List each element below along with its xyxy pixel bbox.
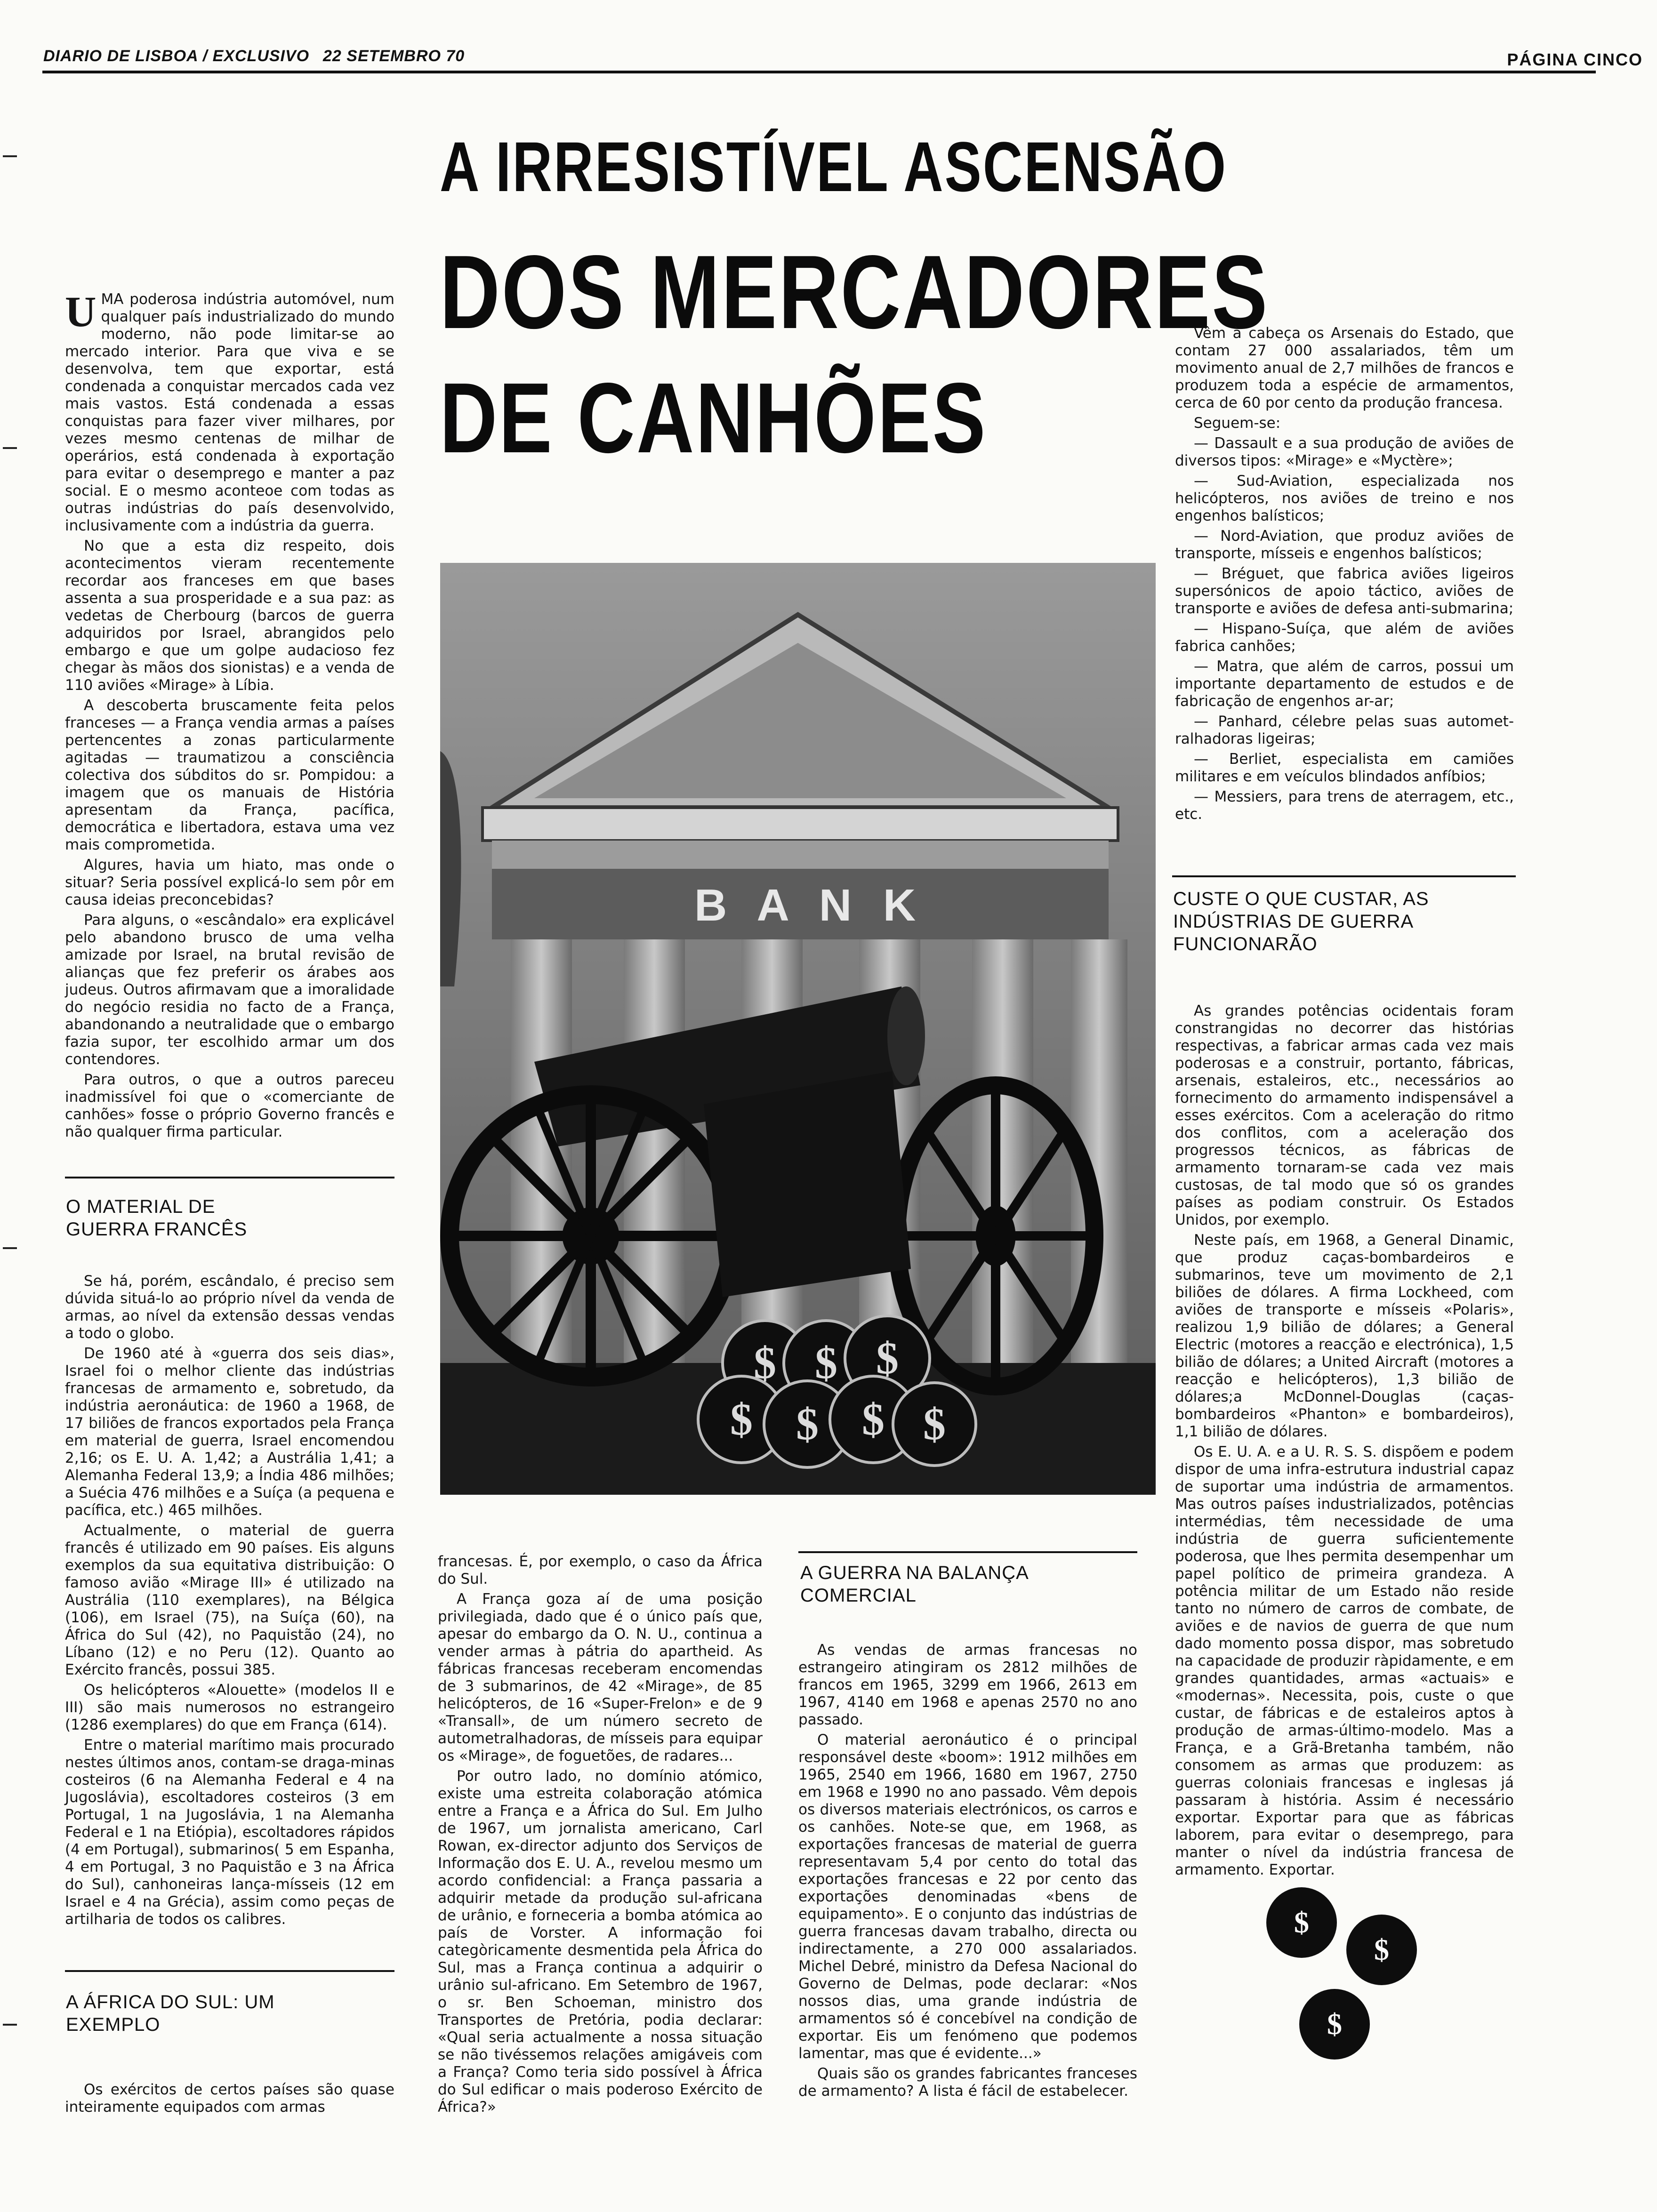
coin-dollar: $	[754, 1338, 776, 1388]
column-2	[438, 1553, 763, 2119]
paragraph: Entre o material marítimo mais procurado nestes últimos anos, contam-se draga-minas costeiros (6 na Alemanha Federal e 4 na Jugoslávia), escoltadores costeiros (3 em Portugal, 1 na Jugoslávia, 1 na Alemanha Federal e 1 na Etiópia), escoltadores rápidos (4 em Portugal), submarinos( 5 em Espanha, 4 em Portugal, 3 no Paquistão e 3 na África do Sul), canhoneiras lança-mísseis (12 em Israel e 4 na Grécia), assim como peças de artilharia de todos os calibres.	[65, 1737, 394, 1928]
paragraph: Neste país, em 1968, a General Dinamic, que produz caças-bombardeiros e submarinos, teve um movimento de 2,1 biliões de dólares. A firma Lockheed, com aviões de transporte e mísseis «Polaris», realizou 1,9 bilião de dólares; a General Electric (motores a reacção e electrónica), 1,5 bilião de dólares; a United Aircraft (motores a reacção e helicópteros), 1,3 bilião de dólares;a McDonnel-Douglas (caças-bombardeiros «Phanton» e bombardeiros), 1,1 bilião de dólares.	[1175, 1232, 1514, 1440]
dollar-coin-icon: $	[1266, 1887, 1337, 1958]
dollar-coin-icon: $	[1299, 1989, 1370, 2060]
photo-illustration	[440, 563, 1156, 1495]
paragraph: Para alguns, o «escândalo» era explicável pelo abandono brusco de uma velha amizade por Israel, na brutal revisão de alianças que fez preferir os árabes aos judeus. Outros afirmavam que a imoralidade do negócio residia no facto de a França, abandonando a neutralidade que o embargo fazia supor, ter escolhido armar um dos contendores.	[65, 912, 394, 1068]
list-item: — Nord-Aviation, que produz aviões de transporte, mísseis e engenhos balísticos;	[1175, 528, 1514, 562]
list-item: — Bréguet, que fabrica aviões ligeiros supersónicos de apoio táctico, aviões de transporte e aviões de defesa anti-submarina;	[1175, 565, 1514, 617]
margin-mark	[3, 155, 17, 157]
margin-mark	[3, 2024, 17, 2026]
paragraph: Os exércitos de certos países são quase inteiramente equipados com armas	[65, 2081, 394, 2116]
photo-bank-cannon	[440, 563, 1156, 1495]
column-1-section-2	[65, 1273, 394, 1931]
paragraph: Algures, havia um hiato, mas onde o situar? Seria possível explicá-lo sem pôr em causa ideias preconcebidas?	[65, 857, 394, 908]
publication-name: DIARIO DE LISBOA / EXCLUSIVO	[43, 47, 310, 65]
list-item: — Messiers, para trens de aterragem, etc., etc.	[1175, 788, 1514, 823]
coin-dollar: $	[815, 1338, 837, 1388]
column-1-section-3	[65, 2081, 394, 2119]
column-4-section-2	[1175, 1002, 1514, 1882]
paragraph: Seguem-se:	[1194, 415, 1281, 432]
issue-date: 22 SETEMBRO 70	[323, 47, 465, 65]
paragraph: O material aeronáutico é o principal responsável deste «boom»: 1912 milhões em 1965, 2540 em 1966, 1680 em 1967, 2750 em 1968 e 1990 no ano passado. Vêm depois os diversos materiais electrónicos, os carros e os canhões. Note-se que, em 1968, as exportações francesas de material de guerra representavam 5,4 por cento do total das exportações francesas e 22 por cento das exportações denominadas «bens de equipamento». E o conjunto das indústrias de guerra francesas davam trabalho, directa ou indirectamente, a 270 000 assalariados. Michel Debré, ministro da Defesa Nacional do Governo de Delmas, pode declarar: «Nos nossos dias, uma grande indústria de armamentos só é concebível na condição de exportar. Eis um fenómeno que podemos lamentar, mas que é evidente...»	[798, 1731, 1137, 2062]
paragraph: Actualmente, o material de guerra francês é utilizado em 90 países. Eis alguns exemplos da sua equitativa distribuição: O famoso avião «Mirage III» é utilizado na Austrália (110 exemplares), na Bélgica (106), em Israel (75), na Suíça (60), na África do Sul (42), no Paquistão (24), no Líbano (12) e no Peru (12). Quanto ao Exército francês, possui 385.	[65, 1522, 394, 1678]
lead-paragraph: UMA poderosa indústria automóvel, num qualquer país industrializado do mundo moderno, não pode limitar-se ao mercado interior. Para que viva e se desenvolva, tem que exportar, está condenada a conquistar mercados cada vez mais vastos. Está condenada a essas conquistas para fazer viver milhares, por vezes mesmo centenas de milhar de operários, está condenada à exportação para evitar o desemprego e manter a paz social. E o mesmo aconteoe com todas as outras indústrias do país desenvolvido, inclusivamente com a indústria da guerra.	[65, 288, 394, 534]
paragraph: Os E. U. A. e a U. R. S. S. dispõem e podem dispor de uma infra-estrutura industrial capaz de suportar uma indústria de armamentos. Mas outros países industrializados, potências intermédias, têm necessidade de uma indústria de guerra suficientemente poderosa, que lhes permita desempenhar um papel político de primeira grandeza. A potência militar de um Estado não reside tanto no número de carros de combate, de aviões e de navios de guerra de que num dado momento possa dispor, mas sobretudo na capacidade de produzir ràpidamente, e em grandes quantidades, armas «actuais» e «modernas». Necessita, pois, custe o que custar, de fábricas e de estaleiros aptos à produção de armas-último-modelo. Mas a França, e a Grã-Bretanha também, não consomem as armas que produzem: as guerras coloniais francesas e inglesas já passaram à história. Assim é necessário exportar. Exportar para que as fábricas laborem, para evitar o desemprego, para manter o nível da indústria francesa de armamento. Exportar.	[1175, 1443, 1514, 1878]
paragraph: Vêm à cabeça os Arsenais do Estado, que contam 27 000 assalariados, têm um movimento anual de 2,7 milhões de francos e produzem toda a espécie de armamentos, cerca de 60 por cento da produção francesa.	[1175, 325, 1514, 411]
paragraph: A França goza aí de uma posição privilegiada, dado que é o único país que, apesar do embargo da O. N. U., continua a vender armas à pátria do apartheid. As fábricas francesas receberam encomendas de 3 submarinos, de 42 «Mirage», de 85 helicópteros, de 16 «Super-Frelon» e de 9 «Transall», de um número secreto de autometralhadoras, de mísseis para equipar os «Mirage», de foguetões, de radares...	[438, 1591, 763, 1764]
section-rule	[798, 1551, 1137, 1553]
list-item: — Sud-Aviation, especializada nos helicópteros, nos aviões de treino e nos engenhos balísticos;	[1175, 473, 1514, 524]
paragraph: Para outros, o que a outros pareceu inadmissível foi que o «comerciante de canhões» fosse o próprio Governo francês e não qualquer firma particular.	[65, 1071, 394, 1140]
page-number: PÁGINA CINCO	[1507, 50, 1643, 69]
section-rule	[1172, 875, 1516, 877]
paragraph: Se há, porém, escândalo, é preciso sem dúvida situá-lo ao próprio nível da venda de armas, ao nível da extensão dessas vendas a todo o globo.	[65, 1273, 394, 1342]
section-rule	[65, 1970, 394, 1972]
list-item: — Panhard, célebre pelas suas autometralhadoras ligeiras;	[1175, 713, 1514, 747]
paragraph: As grandes potências ocidentais foram constrangidas no decorrer das histórias respectivas, a fabricar armas cada vez mais poderosas e a construir, portanto, fábricas, arsenais, estaleiros, etc., necessários ao fornecimento do armamento indispensável a esses exércitos. Com a aceleração do ritmo dos conflitos, com a aceleração dos progressos técnicos, as fábricas de armamento tornaram-se cada vez mais custosas, de tal modo que só os grandes países as podiam construir. Os Estados Unidos, por exemplo.	[1175, 1002, 1514, 1228]
dollar-coin-icon: $	[1346, 1915, 1417, 1985]
list-item: — Berliet, especialista em camiões militares e em veículos blindados anfíbios;	[1175, 751, 1514, 785]
coin-dollar: $	[730, 1394, 753, 1444]
bank-sign: B A N K	[694, 880, 925, 930]
column-3	[798, 1642, 1137, 2103]
paragraph: A descoberta bruscamente feita pelos franceses — a França vendia armas a países pertencentes a zonas particularmente agitadas — traumatizou a consciência colectiva dos súbditos do sr. Pompidou: a imagem que os manuais de História apresentam da França, pacífica, democrática e libertadora, estava uma vez mais comprometida.	[65, 697, 394, 853]
coin-dollar: $	[862, 1394, 885, 1444]
header-rule	[42, 71, 1596, 73]
paragraph: Por outro lado, no domínio atómico, existe uma estreita colaboração atómica entre a França e a África do Sul. Em Julho de 1967, um jornalista americano, Carl Rowan, ex-director adjunto dos Serviços de Informação dos E. U. A., revelou mesmo um acordo confidencial: a França passaria a adquirir metade da produção sul-africana de urânio, e forneceria a bomba atómica ao país de Vorster. A informação foi categòricamente desmentida pela África do Sul, mas a França continua a adquirir o urânio sul-africano. Em Setembro de 1967, o sr. Ben Schoeman, ministro dos Transportes de Pretória, podia declarar: «Qual seria actualmente a nossa situação se não tivéssemos relações amigáveis com a França? Como teria sido possível à África do Sul edificar o mais poderoso Exército de África?»	[438, 1768, 763, 2116]
subhead-africa-do-sul: A ÁFRICA DO SUL: UM EXEMPLO	[66, 1992, 275, 2035]
column-4	[1175, 325, 1514, 826]
paragraph: francesas. É, por exemplo, o caso da África do Sul.	[438, 1553, 763, 1587]
drop-cap: U	[65, 288, 97, 336]
margin-mark	[3, 447, 17, 449]
paragraph: As vendas de armas francesas no estrangeiro atingiram os 2812 milhões de francos em 1965, 3299 em 1966, 2613 em 1967, 4140 em 1968 e apenas 2570 no ano passado.	[798, 1642, 1137, 1728]
subhead-material-guerra: O MATERIAL DE GUERRA FRANCÊS	[66, 1196, 248, 1240]
paragraph: Os helicópteros «Alouette» (modelos II e III) são mais numerosos no estrangeiro (1286 exemplares) do que em França (614).	[65, 1682, 394, 1733]
subhead-custe-o-que-custar: CUSTE O QUE CUSTAR, AS INDÚSTRIAS DE GUERRA FUNCIONARÃO	[1173, 889, 1429, 954]
coin-dollar: $	[923, 1399, 946, 1449]
coin-dollar: $	[876, 1333, 899, 1383]
paragraph: No que a esta diz respeito, dois acontecimentos vieram recentemente recordar aos franceses em que bases assenta a sua prosperidade e a sua paz: as vedetas de Cherbourg (barcos de guerra adquiridos por Israel, abrangidos pelo embargo e que um golpe audacioso fez chegar às mãos dos sionistas) e a venda de 110 aviões «Mirage» à Líbia.	[65, 537, 394, 694]
list-item: — Matra, que além de carros, possui um importante departamento de estudos e de fabricação de engenhos ar-ar;	[1175, 658, 1514, 710]
headline-line-3: DE CANHÕES	[440, 362, 987, 473]
list-item: — Dassault e a sua produção de aviões de diversos tipos: «Mirage» e «Myctère»;	[1175, 435, 1514, 469]
section-rule	[65, 1177, 394, 1178]
subhead-balanca-comercial: A GUERRA NA BALANÇA COMERCIAL	[800, 1563, 1028, 1606]
headline-line-1: A IRRESISTÍVEL ASCENSÃO	[440, 127, 1228, 206]
margin-mark	[3, 1247, 17, 1249]
column-1	[65, 288, 394, 1144]
paragraph: De 1960 até à «guerra dos seis dias», Israel foi o melhor cliente das indústrias francesas de armamento e, sobretudo, da indústria aeronáutica: de 1960 a 1968, de 17 biliões de francos exportados pela França em material de guerra, Israel encomendou 2,16; os E. U. A. 1,42; a Austrália 1,41; a Alemanha Federal 13,9; a Índia 486 milhões; a Suécia 476 milhões e a Suíça (a pequena e pacífica, etc.) 465 milhões.	[65, 1345, 394, 1519]
list-item: — Hispano-Suíça, que além de aviões fabrica canhões;	[1175, 620, 1514, 655]
paragraph: Quais são os grandes fabricantes franceses de armamento? A lista é fácil de estabelecer.	[798, 2065, 1137, 2100]
coin-dollar: $	[796, 1399, 819, 1449]
headline-line-2: DOS MERCADORES	[440, 234, 1269, 351]
